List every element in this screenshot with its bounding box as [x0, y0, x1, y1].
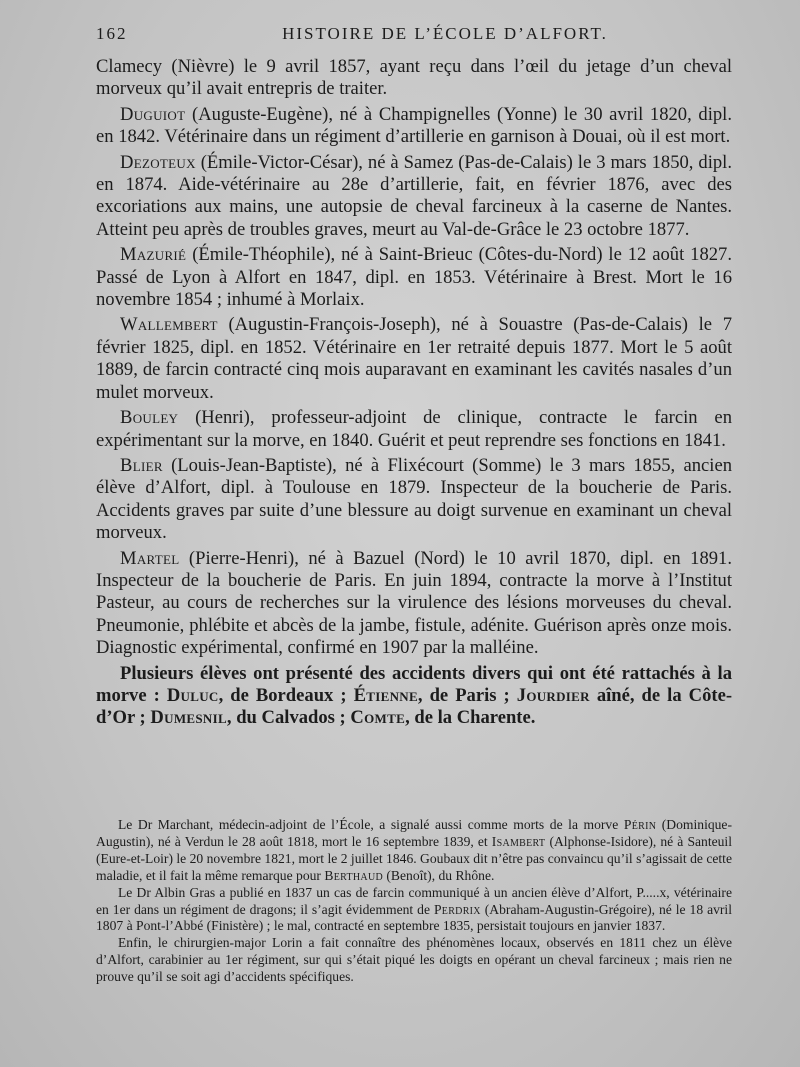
entry-text: (Pierre-Henri), né à Bazuel (Nord) le 10 avril 1870, dipl. en 1891. Inspecteur de la boucherie de Paris. En juin 1894, contracte la morve à l’Institut Pasteur, au cours de recherches sur la virulence des lésions morveuses du cheval. Pneumonie, phlébite et abcès de la jambe, fistule, adénite. Guérison après onze mois. Diagnostic expérimental, confirmé en 1907 par la malléine.: [96, 547, 732, 659]
person-name: Berthaud: [324, 867, 383, 883]
note-text: Enfin, le chirurgien-major Lorin a fait connaître des phénomènes locaux, observés en 1811 chez un élève d’Alfort, carabinier au 1er régiment, sur qui s’était piqué les doigts en opérant un cheval farcineux ; mais rien ne prouve qu’il se soit agi d’accidents spécifiques.: [96, 935, 732, 985]
entry-bouley: [96, 407, 732, 452]
note-text: (Abraham-Augustin-Grégoire), né le 18 avril 1807 à Pont-l’Abbé (Finistère) ; le mal, contracté en septembre 1835, persistait toujours en janvier 1837.: [96, 901, 732, 934]
person-name: Perdrix: [433, 901, 481, 917]
entry-mazurie: [96, 244, 732, 311]
footnote-lorin: [96, 935, 732, 986]
note-text: (Benoît), du Rhône.: [383, 867, 495, 883]
person-name: Bouley: [120, 407, 179, 429]
closing-text: , de Bordeaux ;: [218, 684, 354, 706]
entry-text: (Henri), professeur-adjoint de clinique, contracte le farcin en expérimentant sur la morve, en 1840. Guérit et peut reprendre ses fonctions en 1841.: [96, 407, 732, 451]
person-name: Jourdier: [516, 684, 590, 706]
running-title: HISTOIRE DE L’ÉCOLE D’ALFORT.: [282, 24, 608, 43]
entry-martel: [96, 548, 732, 660]
footnote-marchant: [96, 817, 732, 885]
entry-text: (Augustin-François-Joseph), né à Souastre (Pas-de-Calais) le 7 février 1825, dipl. en 1852. Vétérinaire en 1er retraité depuis 1877. Mort le 5 août 1889, de farcin contracté cinq mois auparavant en examinant les cavités nasales d’un mulet morveux.: [96, 314, 732, 403]
entry-wallembert: [96, 314, 732, 404]
person-name: Duluc: [166, 684, 219, 706]
person-name: Isambert: [491, 833, 546, 849]
page-number: 162: [96, 24, 128, 43]
entry-text: (Émile-Théophile), né à Saint-Brieuc (Côtes-du-Nord) le 12 août 1827. Passé de Lyon à Alfort en 1847, dipl. en 1853. Vétérinaire à Brest. Mort le 16 novembre 1854 ; inhumé à Morlaix.: [96, 244, 732, 311]
main-text: [96, 56, 732, 730]
note-text: (Dominique-Augustin), né à Verdun le 28 août 1818, mort le 16 septembre 1839, et: [96, 817, 732, 849]
person-name: Comte: [350, 707, 406, 729]
note-text: Le Dr Marchant, médecin-adjoint de l’École, a signalé aussi comme morts de la morve: [118, 817, 624, 832]
person-name: Martel: [120, 547, 180, 569]
person-name: Dumesnil: [150, 707, 227, 729]
person-name: Dezoteux: [120, 151, 196, 173]
paragraph-text: Clamecy (Nièvre) le 9 avril 1857, ayant reçu dans l’œil du jetage d’un cheval morveux qu’il avait entrepris de traiter.: [96, 56, 732, 100]
person-name: Blier: [120, 454, 163, 476]
paragraph-continuation: [96, 56, 732, 101]
closing-text: , du Calvados ;: [226, 707, 351, 729]
person-name: Wallembert: [120, 314, 218, 336]
closing-text: aîné, de la Côte-d’Or ;: [96, 684, 733, 729]
person-name: Mazurié: [120, 244, 187, 266]
closing-text: , de la Charente.: [405, 707, 536, 729]
closing-paragraph: [96, 663, 732, 730]
note-text: Le Dr Albin Gras a publié en 1837 un cas de farcin communiqué à un ancien élève d’Alfort, P.....x, vétérinaire en 1er dans un régiment de dragons; il s’agit évidemment de: [96, 884, 732, 917]
footnote-gras: [96, 885, 732, 936]
entry-blier: [96, 455, 732, 545]
person-name: Étienne: [353, 684, 418, 706]
closing-intro: Plusieurs élèves ont présenté des accidents divers qui ont été rattachés à la morve :: [96, 662, 732, 706]
person-name: Périn: [623, 817, 657, 832]
entry-text: (Louis-Jean-Baptiste), né à Flixécourt (Somme) le 3 mars 1855, ancien élève d’Alfort, dipl. à Toulouse en 1879. Inspecteur de la boucherie de Paris. Accidents graves par suite d’une blessure au doigt survenue en examinant un cheval morveux.: [96, 454, 732, 544]
entry-dezoteux: [96, 152, 732, 242]
closing-text: , de Paris ;: [417, 684, 517, 706]
entry-text: (Auguste-Eugène), né à Champignelles (Yonne) le 30 avril 1820, dipl. en 1842. Vétérinaire dans un régiment d’artillerie en garnison à Douai, où il est mort.: [96, 103, 732, 148]
footnotes: [96, 817, 732, 986]
entry-duguiot: [96, 104, 732, 149]
note-text: (Alphonse-Isidore), né à Santeuil (Eure-et-Loir) le 20 novembre 1821, mort le 2 juillet 1846. Goubaux dit n’être pas convaincu qu’il s’agissait de cette maladie, et il fait la même remarque pour: [96, 833, 732, 883]
page-header: [96, 24, 734, 48]
entry-text: (Émile-Victor-César), né à Samez (Pas-de-Calais) le 3 mars 1850, dipl. en 1874. Aide-vétérinaire au 28e d’artillerie, fait, en février 1876, avec des excoriations aux mains, une autopsie de cheval farcineux à la caserne de Nantes. Atteint peu après de troubles graves, meurt au Val-de-Grâce le 23 octobre 1877.: [96, 151, 732, 240]
person-name: Duguiot: [120, 103, 186, 125]
